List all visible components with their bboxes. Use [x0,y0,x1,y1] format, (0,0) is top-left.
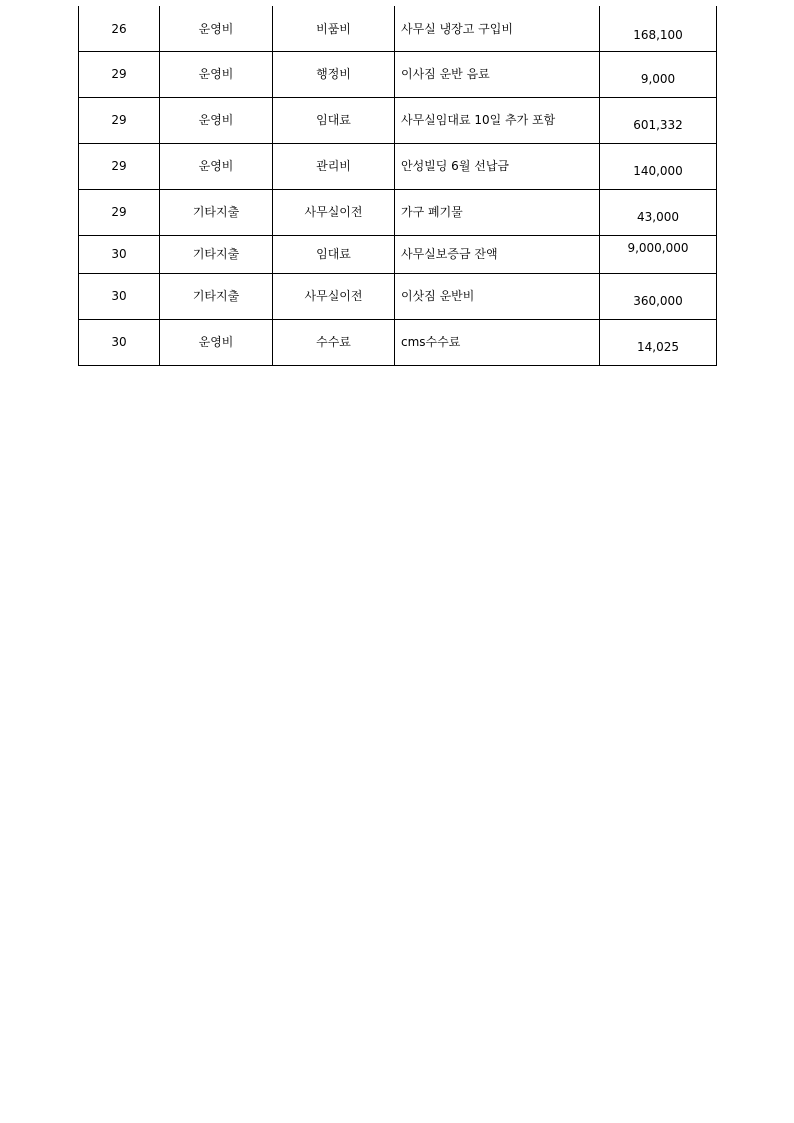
category-cell: 운영비 [160,320,273,366]
description-cell: 사무실임대료 10일 추가 포함 [395,98,600,144]
table-row [79,52,717,98]
account-cell: 수수료 [273,320,395,366]
table-row [79,190,717,236]
table-row [79,320,717,366]
account-cell: 관리비 [273,144,395,190]
category-cell: 기타지출 [160,190,273,236]
description-cell: cms수수료 [395,320,600,366]
description-cell: 이삿짐 운반비 [395,274,600,320]
description-cell: 사무실보증금 잔액 [395,236,600,274]
amount-cell: 360,000 [600,274,717,320]
category-cell: 기타지출 [160,236,273,274]
day-cell: 29 [79,190,160,236]
day-cell: 30 [79,236,160,274]
description-cell: 이사짐 운반 음료 [395,52,600,98]
account-cell: 임대료 [273,98,395,144]
description-cell: 가구 폐기물 [395,190,600,236]
account-cell: 행정비 [273,52,395,98]
table-row [79,98,717,144]
description-cell: 사무실 냉장고 구입비 [395,6,600,52]
account-cell: 사무실이전 [273,274,395,320]
category-cell: 운영비 [160,144,273,190]
amount-cell: 601,332 [600,98,717,144]
day-cell: 30 [79,320,160,366]
amount-cell: 140,000 [600,144,717,190]
description-cell: 안성빌딩 6월 선납금 [395,144,600,190]
amount-cell: 9,000 [600,52,717,98]
day-cell: 29 [79,144,160,190]
amount-cell: 14,025 [600,320,717,366]
table-row [79,274,717,320]
category-cell: 운영비 [160,52,273,98]
account-cell: 임대료 [273,236,395,274]
amount-cell: 9,000,000 [600,236,717,274]
day-cell: 29 [79,98,160,144]
day-cell: 29 [79,52,160,98]
table-row [79,236,717,274]
category-cell: 운영비 [160,98,273,144]
expense-ledger-table [78,6,717,366]
amount-cell: 168,100 [600,6,717,52]
category-cell: 운영비 [160,6,273,52]
table-row [79,144,717,190]
amount-cell: 43,000 [600,190,717,236]
account-cell: 비품비 [273,6,395,52]
day-cell: 26 [79,6,160,52]
category-cell: 기타지출 [160,274,273,320]
table-row [79,6,717,52]
day-cell: 30 [79,274,160,320]
account-cell: 사무실이전 [273,190,395,236]
